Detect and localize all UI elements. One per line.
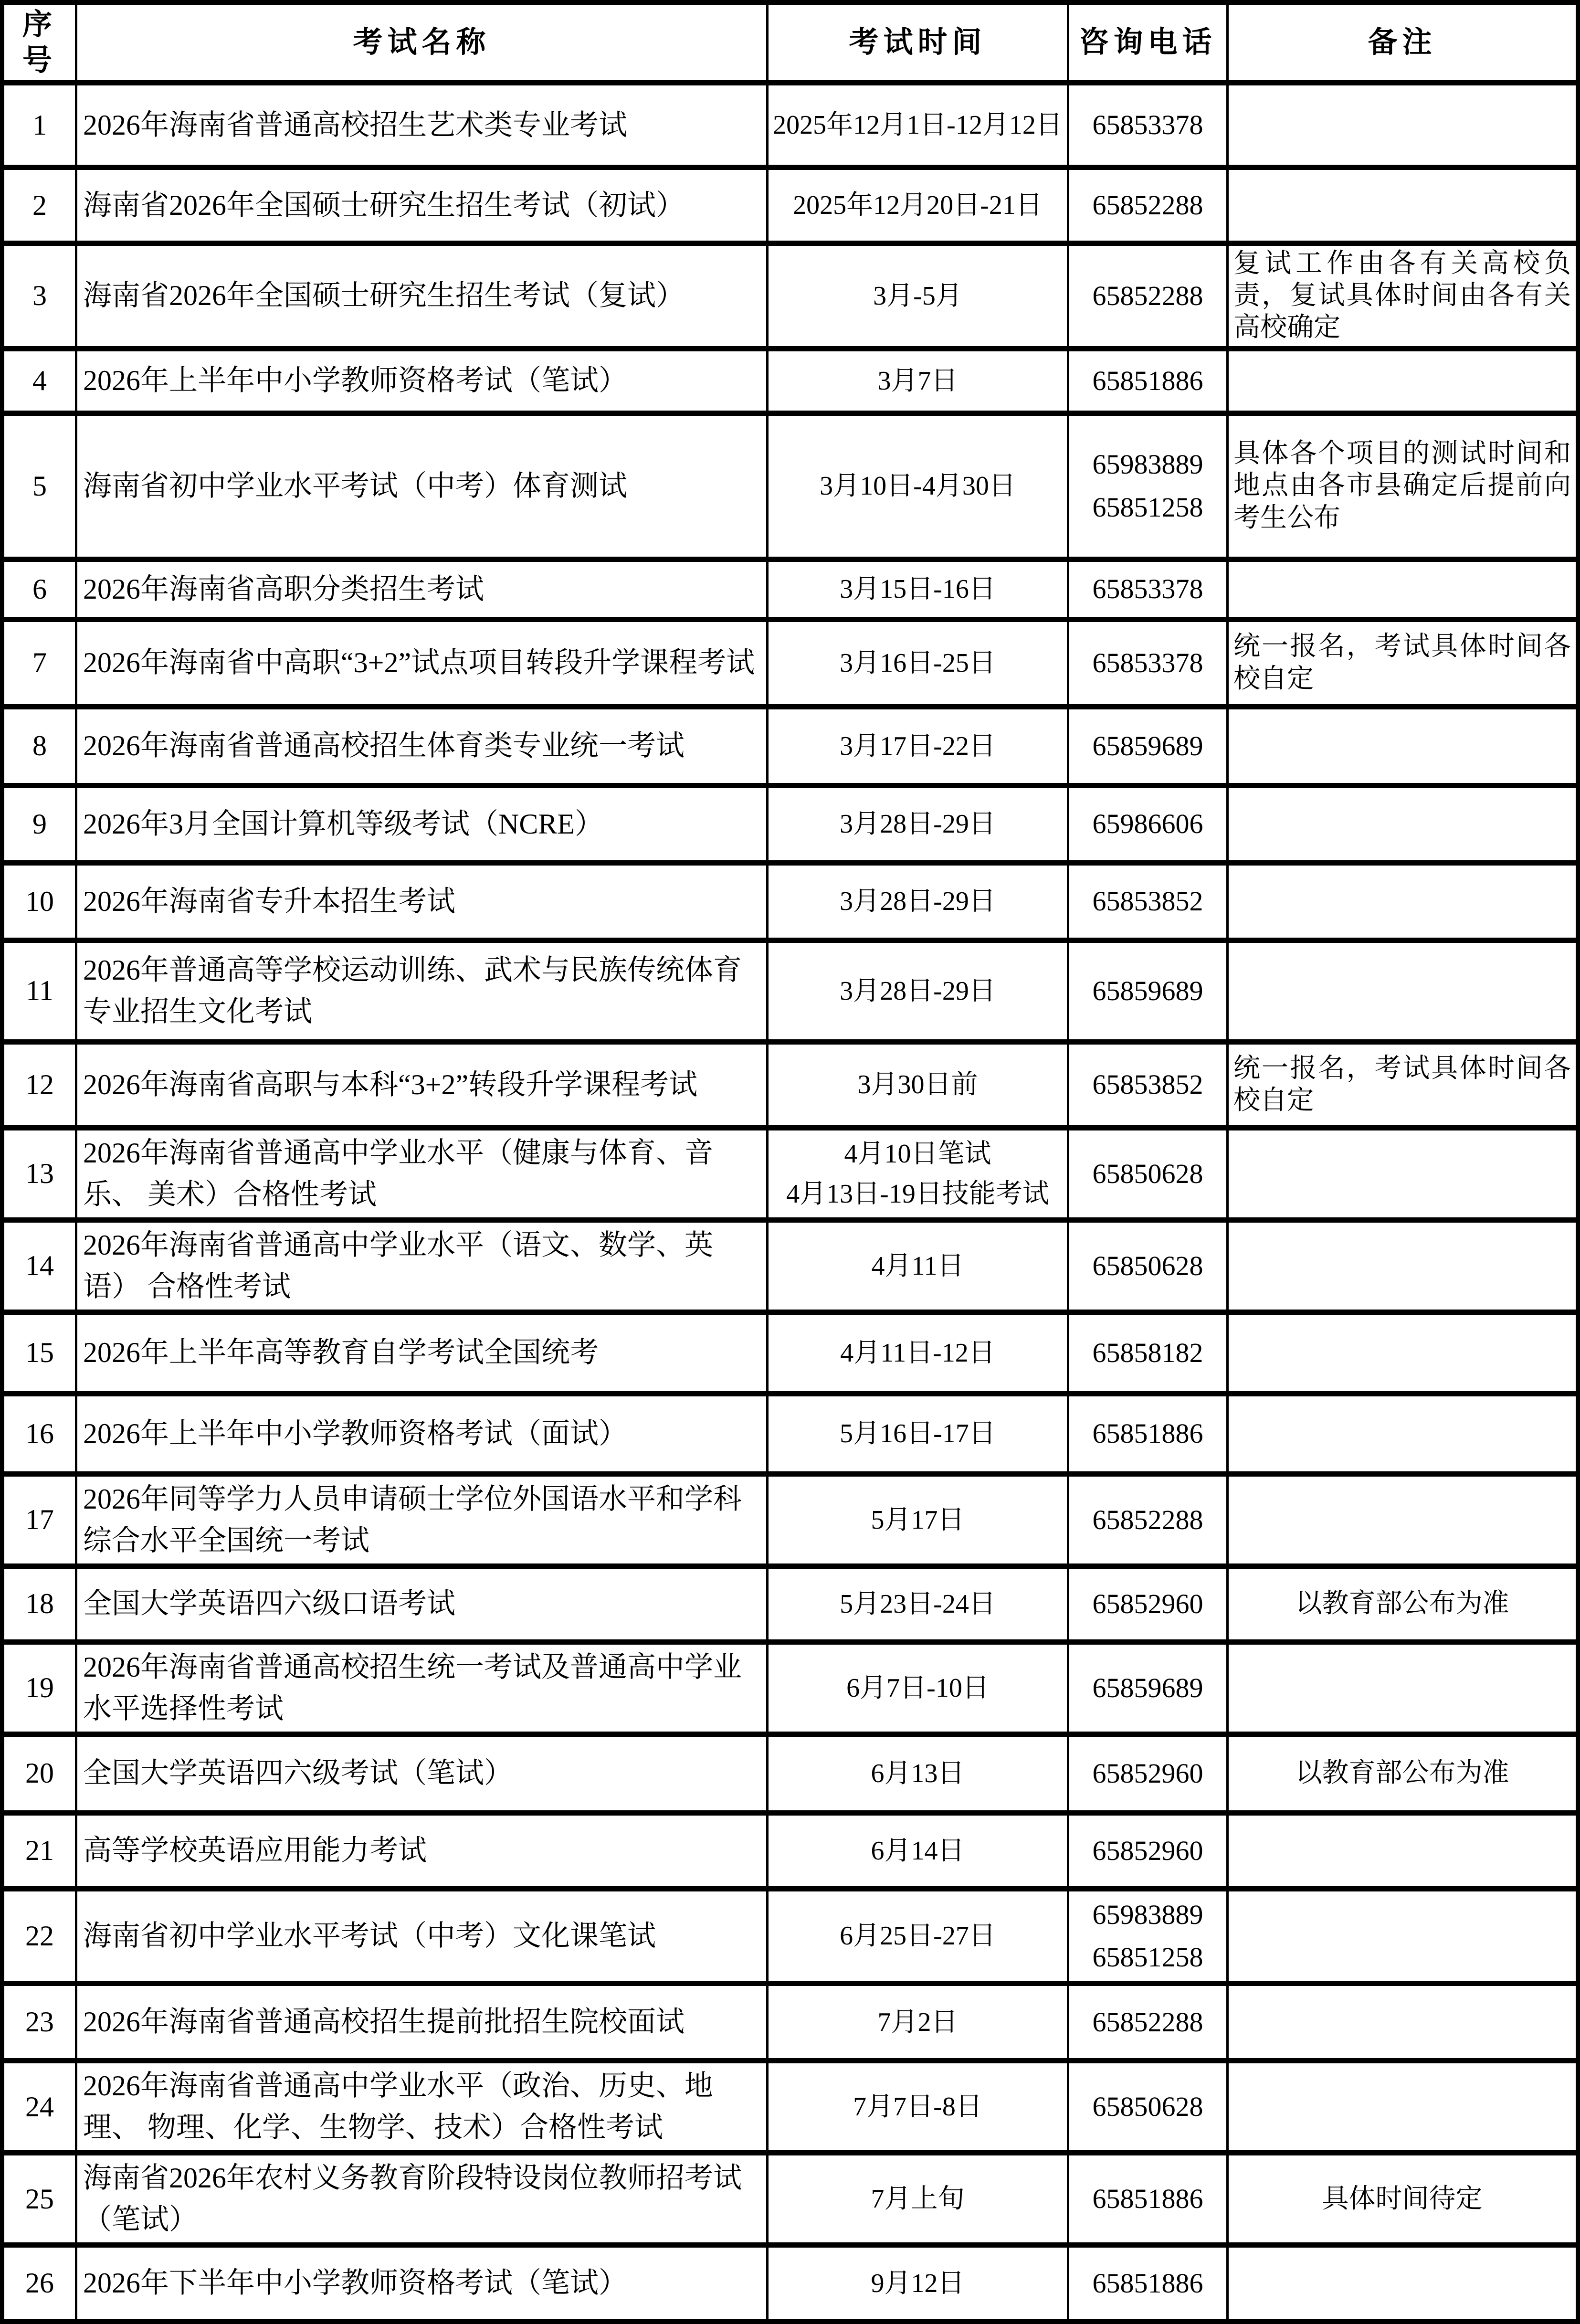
phone-line: 65852288 — [1092, 190, 1203, 221]
exam-time-cell — [768, 349, 1068, 413]
row-number-cell: 4 — [2, 349, 76, 413]
row-number-cell: 26 — [2, 2245, 76, 2322]
exam-time-cell — [768, 243, 1068, 349]
exam-name-cell: 2026年海南省高职分类招生考试 — [76, 559, 768, 619]
phone-line: 65851258 — [1092, 1942, 1203, 1973]
row-number-cell: 15 — [2, 1312, 76, 1394]
exam-name-cell: 2026年海南省普通高中学业水平（语文、数学、英语） 合格性考试 — [76, 1220, 768, 1312]
exam-name-cell: 2026年上半年中小学教师资格考试（面试） — [76, 1394, 768, 1474]
phone-line: 65853378 — [1092, 109, 1203, 141]
remark-cell — [1228, 707, 1578, 785]
exam-name-cell: 高等学校英语应用能力考试 — [76, 1813, 768, 1889]
row-number-cell: 24 — [2, 2061, 76, 2153]
phone-cell — [1068, 785, 1228, 863]
phone-cell — [1068, 1566, 1228, 1642]
phone-cell — [1068, 940, 1228, 1042]
exam-time-cell — [768, 1128, 1068, 1220]
exam-time-line: 3月28日-29日 — [840, 976, 996, 1006]
exam-time-line: 6月25日-27日 — [840, 1921, 996, 1951]
exam-time-cell — [768, 1220, 1068, 1312]
phone-line: 65853852 — [1092, 1069, 1203, 1100]
table-row — [2, 2245, 1578, 2322]
remark-cell — [1228, 2245, 1578, 2322]
exam-time-line: 3月28日-29日 — [840, 809, 996, 839]
phone-cell — [1068, 2061, 1228, 2153]
exam-time-line: 7月7日-8日 — [853, 2092, 982, 2122]
exam-time-cell — [768, 559, 1068, 619]
exam-name-cell: 2026年海南省普通高校招生艺术类专业考试 — [76, 83, 768, 168]
header-exam-name: 考试名称 — [76, 3, 768, 83]
exam-time-cell — [768, 1813, 1068, 1889]
exam-time-cell — [768, 619, 1068, 707]
remark-cell: 统一报名，考试具体时间各校自定 — [1228, 619, 1578, 707]
exam-time-line: 3月10日-4月30日 — [820, 471, 1016, 501]
exam-time-cell — [768, 1312, 1068, 1394]
exam-name-cell: 2026年海南省中高职“3+2”试点项目转段升学课程考试 — [76, 619, 768, 707]
row-number-cell: 16 — [2, 1394, 76, 1474]
phone-cell — [1068, 243, 1228, 349]
exam-name-cell: 2026年海南省普通高校招生体育类专业统一考试 — [76, 707, 768, 785]
table-row — [2, 1220, 1578, 1312]
table-row — [2, 619, 1578, 707]
exam-time-line: 4月13日-19日技能考试 — [786, 1179, 1049, 1209]
phone-cell — [1068, 1312, 1228, 1394]
row-number-cell: 20 — [2, 1734, 76, 1813]
phone-cell — [1068, 1042, 1228, 1128]
exam-time-line: 6月7日-10日 — [846, 1673, 989, 1703]
exam-name-cell: 海南省初中学业水平考试（中考）文化课笔试 — [76, 1889, 768, 1984]
phone-cell — [1068, 413, 1228, 559]
exam-time-line: 4月11日-12日 — [840, 1338, 995, 1368]
phone-line: 65853378 — [1092, 573, 1203, 605]
table-row — [2, 1042, 1578, 1128]
remark-cell — [1228, 83, 1578, 168]
remark-cell — [1228, 1813, 1578, 1889]
phone-cell — [1068, 1128, 1228, 1220]
row-number-cell: 10 — [2, 863, 76, 940]
row-number-cell: 18 — [2, 1566, 76, 1642]
table-row — [2, 243, 1578, 349]
exam-time-cell — [768, 83, 1068, 168]
table-row — [2, 785, 1578, 863]
row-number-cell: 5 — [2, 413, 76, 559]
exam-time-cell — [768, 1042, 1068, 1128]
table-row — [2, 1474, 1578, 1566]
table-row — [2, 1394, 1578, 1474]
exam-time-line: 3月16日-25日 — [840, 648, 996, 678]
exam-name-cell: 全国大学英语四六级口语考试 — [76, 1566, 768, 1642]
exam-name-cell: 2026年海南省普通高中学业水平（健康与体育、音乐、 美术）合格性考试 — [76, 1128, 768, 1220]
phone-cell — [1068, 1734, 1228, 1813]
exam-time-cell — [768, 1474, 1068, 1566]
phone-cell — [1068, 1984, 1228, 2061]
phone-cell — [1068, 619, 1228, 707]
table-row — [2, 1642, 1578, 1734]
phone-line: 65852288 — [1092, 280, 1203, 311]
row-number-cell: 17 — [2, 1474, 76, 1566]
phone-cell — [1068, 559, 1228, 619]
exam-time-cell — [768, 1566, 1068, 1642]
exam-time-cell — [768, 940, 1068, 1042]
exam-time-line: 3月7日 — [877, 366, 958, 396]
exam-time-line: 6月14日 — [871, 1836, 965, 1866]
table-row — [2, 168, 1578, 243]
table-row — [2, 2153, 1578, 2245]
table-row — [2, 1984, 1578, 2061]
exam-time-line: 5月17日 — [871, 1505, 965, 1535]
phone-cell — [1068, 168, 1228, 243]
phone-line: 65853378 — [1092, 647, 1203, 678]
remark-cell: 具体时间待定 — [1228, 2153, 1578, 2245]
row-number-cell: 23 — [2, 1984, 76, 2061]
phone-line: 65983889 — [1092, 449, 1203, 480]
table-row — [2, 1312, 1578, 1394]
phone-cell — [1068, 349, 1228, 413]
exam-time-cell — [768, 707, 1068, 785]
row-number-cell: 6 — [2, 559, 76, 619]
exam-time-line: 5月16日-17日 — [840, 1419, 996, 1449]
remark-cell — [1228, 940, 1578, 1042]
exam-time-cell — [768, 2061, 1068, 2153]
remark-cell — [1228, 1394, 1578, 1474]
exam-name-cell: 2026年下半年中小学教师资格考试（笔试） — [76, 2245, 768, 2322]
exam-name-cell: 2026年普通高等学校运动训练、武术与民族传统体育专业招生文化考试 — [76, 940, 768, 1042]
exam-time-line: 6月13日 — [871, 1758, 965, 1788]
phone-line: 65852288 — [1092, 1504, 1203, 1535]
phone-line: 65983889 — [1092, 1899, 1203, 1930]
exam-name-cell: 全国大学英语四六级考试（笔试） — [76, 1734, 768, 1813]
remark-cell — [1228, 1474, 1578, 1566]
phone-line: 65850628 — [1092, 1250, 1203, 1281]
row-number-cell: 11 — [2, 940, 76, 1042]
exam-time-line: 3月15日-16日 — [840, 574, 996, 604]
phone-cell — [1068, 1889, 1228, 1984]
remark-cell: 复试工作由各有关高校负责，复试具体时间由各有关高校确定 — [1228, 243, 1578, 349]
exam-name-cell: 2026年海南省普通高校招生提前批招生院校面试 — [76, 1984, 768, 2061]
exam-time-cell — [768, 1984, 1068, 2061]
exam-name-cell: 海南省初中学业水平考试（中考）体育测试 — [76, 413, 768, 559]
phone-cell — [1068, 1220, 1228, 1312]
remark-cell — [1228, 863, 1578, 940]
phone-line: 65850628 — [1092, 2091, 1203, 2123]
phone-line: 65859689 — [1092, 1672, 1203, 1703]
exam-time-line: 2025年12月20日-21日 — [793, 190, 1043, 220]
header-phone: 咨询电话 — [1068, 3, 1228, 83]
phone-line: 65851258 — [1092, 492, 1203, 523]
table-row — [2, 1566, 1578, 1642]
phone-line: 65986606 — [1092, 808, 1203, 840]
remark-cell: 以教育部公布为准 — [1228, 1566, 1578, 1642]
exam-name-cell: 2026年海南省普通高校招生统一考试及普通高中学业水平选择性考试 — [76, 1642, 768, 1734]
exam-name-cell: 2026年同等学力人员申请硕士学位外国语水平和学科综合水平全国统一考试 — [76, 1474, 768, 1566]
table-row — [2, 707, 1578, 785]
exam-time-line: 3月30日前 — [857, 1070, 978, 1100]
phone-line: 65852960 — [1092, 1835, 1203, 1866]
exam-time-line: 5月23日-24日 — [840, 1589, 996, 1619]
table-row — [2, 1128, 1578, 1220]
remark-cell — [1228, 1889, 1578, 1984]
exam-time-cell — [768, 168, 1068, 243]
table-header-row — [2, 3, 1578, 83]
exam-name-cell: 2026年上半年高等教育自学考试全国统考 — [76, 1312, 768, 1394]
header-remark: 备注 — [1228, 3, 1578, 83]
exam-time-line: 9月12日 — [871, 2268, 965, 2298]
exam-time-cell — [768, 1642, 1068, 1734]
exam-time-cell — [768, 785, 1068, 863]
table-row — [2, 2061, 1578, 2153]
exam-name-cell: 海南省2026年全国硕士研究生招生考试（复试） — [76, 243, 768, 349]
remark-cell — [1228, 559, 1578, 619]
remark-cell: 以教育部公布为准 — [1228, 1734, 1578, 1813]
row-number-cell: 13 — [2, 1128, 76, 1220]
phone-cell — [1068, 2153, 1228, 2245]
exam-time-cell — [768, 1889, 1068, 1984]
phone-line: 65859689 — [1092, 730, 1203, 761]
exam-time-line: 7月上旬 — [871, 2184, 965, 2214]
row-number-cell: 2 — [2, 168, 76, 243]
exam-name-cell: 2026年海南省专升本招生考试 — [76, 863, 768, 940]
phone-cell — [1068, 1642, 1228, 1734]
phone-line: 65851886 — [1092, 1418, 1203, 1449]
table-row — [2, 1734, 1578, 1813]
phone-cell — [1068, 1394, 1228, 1474]
table-row — [2, 863, 1578, 940]
phone-cell — [1068, 2245, 1228, 2322]
phone-line: 65859689 — [1092, 975, 1203, 1006]
row-number-cell: 25 — [2, 2153, 76, 2245]
row-number-cell: 9 — [2, 785, 76, 863]
phone-cell — [1068, 707, 1228, 785]
exam-name-cell: 海南省2026年全国硕士研究生招生考试（初试） — [76, 168, 768, 243]
table-row — [2, 1813, 1578, 1889]
exam-time-line: 3月-5月 — [873, 281, 962, 311]
remark-cell — [1228, 785, 1578, 863]
phone-line: 65852960 — [1092, 1757, 1203, 1789]
remark-cell: 具体各个项目的测试时间和地点由各市县确定后提前向考生公布 — [1228, 413, 1578, 559]
table-row — [2, 83, 1578, 168]
exam-time-cell — [768, 413, 1068, 559]
phone-line: 65852960 — [1092, 1588, 1203, 1619]
table-row — [2, 1889, 1578, 1984]
remark-cell — [1228, 1220, 1578, 1312]
remark-cell: 统一报名，考试具体时间各校自定 — [1228, 1042, 1578, 1128]
exam-time-cell — [768, 1394, 1068, 1474]
exam-time-line: 7月2日 — [877, 2007, 958, 2037]
row-number-cell: 22 — [2, 1889, 76, 1984]
exam-name-cell: 2026年上半年中小学教师资格考试（笔试） — [76, 349, 768, 413]
phone-line: 65851886 — [1092, 2183, 1203, 2215]
remark-cell — [1228, 1128, 1578, 1220]
phone-line: 65851886 — [1092, 365, 1203, 396]
phone-line: 65853852 — [1092, 886, 1203, 917]
row-number-cell: 8 — [2, 707, 76, 785]
exam-time-line: 3月17日-22日 — [840, 731, 996, 761]
exam-name-cell: 2026年海南省普通高中学业水平（政治、历史、地理、 物理、化学、生物学、技术）合格性考试 — [76, 2061, 768, 2153]
exam-name-cell: 2026年3月全国计算机等级考试（NCRE） — [76, 785, 768, 863]
remark-cell — [1228, 168, 1578, 243]
phone-line: 65858182 — [1092, 1337, 1203, 1368]
remark-cell — [1228, 1984, 1578, 2061]
exam-time-line: 3月28日-29日 — [840, 887, 996, 917]
row-number-cell: 3 — [2, 243, 76, 349]
remark-cell — [1228, 349, 1578, 413]
phone-cell — [1068, 1474, 1228, 1566]
exam-time-cell — [768, 2245, 1068, 2322]
row-number-cell: 21 — [2, 1813, 76, 1889]
phone-line: 65851886 — [1092, 2267, 1203, 2299]
exam-time-line: 2025年12月1日-12月12日 — [773, 110, 1063, 140]
phone-line: 65850628 — [1092, 1158, 1203, 1189]
phone-cell — [1068, 83, 1228, 168]
exam-time-cell — [768, 863, 1068, 940]
remark-cell — [1228, 1642, 1578, 1734]
exam-time-cell — [768, 2153, 1068, 2245]
row-number-cell: 7 — [2, 619, 76, 707]
table-row — [2, 559, 1578, 619]
table-row — [2, 413, 1578, 559]
phone-cell — [1068, 863, 1228, 940]
exam-time-line: 4月11日 — [871, 1251, 964, 1281]
row-number-cell: 1 — [2, 83, 76, 168]
row-number-cell: 19 — [2, 1642, 76, 1734]
header-exam-time: 考试时间 — [768, 3, 1068, 83]
row-number-cell: 14 — [2, 1220, 76, 1312]
phone-cell — [1068, 1813, 1228, 1889]
row-number-cell: 12 — [2, 1042, 76, 1128]
table-row — [2, 349, 1578, 413]
exam-time-line: 4月10日笔试 — [844, 1139, 991, 1169]
phone-line: 65852288 — [1092, 2006, 1203, 2038]
header-num: 序号 — [2, 3, 76, 83]
exam-name-cell: 2026年海南省高职与本科“3+2”转段升学课程考试 — [76, 1042, 768, 1128]
remark-cell — [1228, 2061, 1578, 2153]
remark-cell — [1228, 1312, 1578, 1394]
exam-time-cell — [768, 1734, 1068, 1813]
table-row — [2, 940, 1578, 1042]
exam-name-cell: 海南省2026年农村义务教育阶段特设岗位教师招考试 （笔试） — [76, 2153, 768, 2245]
